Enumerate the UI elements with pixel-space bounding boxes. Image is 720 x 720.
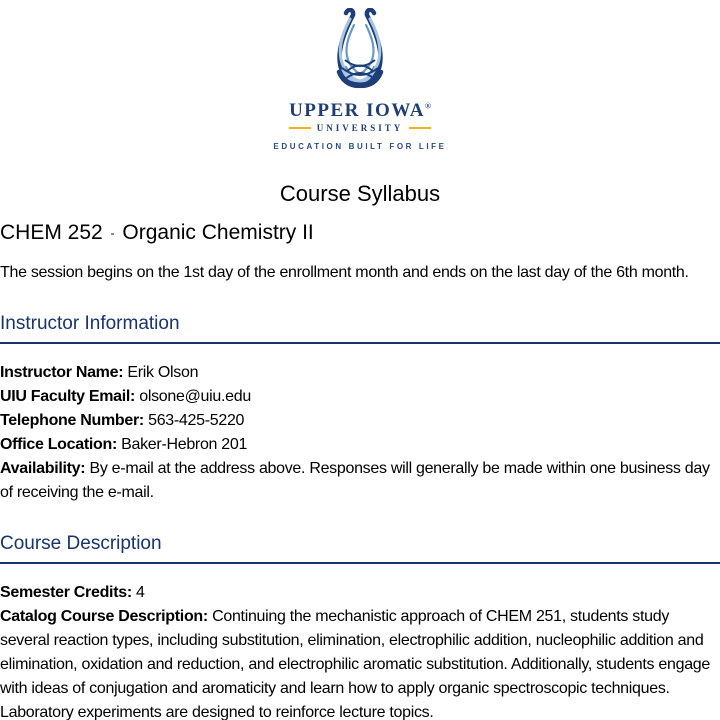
field-value: Continuing the mechanistic approach of CHEM 251, students study several reaction types, including substitution, elimination, electrophilic addition, nucleophilic addition and elimination, oxidation and reduction, and electrophilic aromatic substitution. Additionally, students engage with ideas of conjugation and aromaticity and learn how to apply organic spectroscopic techniques. Laboratory experiments are designed to reinforce lecture topics.: [0, 608, 710, 720]
field-value: Erik Olson: [127, 364, 199, 381]
course-separator: -: [110, 226, 115, 240]
field-catalog-course-description: [0, 605, 720, 720]
field-label: Office Location:: [0, 436, 117, 453]
field-value: 4: [136, 584, 145, 601]
field-label: Instructor Name:: [0, 364, 124, 381]
course-code: CHEM 252: [0, 221, 103, 244]
course-name: Organic Chemistry II: [122, 221, 314, 244]
field-semester-credits: [0, 581, 720, 605]
field-value: olsone@uiu.edu: [139, 388, 251, 405]
field-office-location: [0, 433, 720, 457]
section-heading-course-description: Course Description: [0, 533, 720, 564]
logo-university-row: [289, 123, 432, 133]
peacock-u-logo-icon: [319, 8, 401, 96]
logo-institution-name: [289, 100, 431, 122]
field-value: 563-425-5220: [148, 412, 245, 429]
university-logo: [0, 0, 720, 151]
logo-tagline: EDUCATION BUILT FOR LIFE: [273, 142, 447, 151]
registered-trademark-icon: ®: [424, 101, 431, 111]
field-label: Telephone Number:: [0, 412, 144, 429]
gold-dash-right: [409, 127, 431, 129]
page-title: Course Syllabus: [279, 181, 441, 206]
field-label: Availability:: [0, 460, 86, 477]
session-note: The session begins on the 1st day of the enrollment month and ends on the last day of the 6th month.: [0, 264, 689, 281]
field-label: Semester Credits:: [0, 584, 132, 601]
field-instructor-name: [0, 361, 720, 385]
gold-dash-left: [289, 127, 311, 129]
course-heading: [0, 221, 720, 245]
field-label: Catalog Course Description:: [0, 608, 208, 625]
field-label: UIU Faculty Email:: [0, 388, 136, 405]
field-availability: [0, 457, 720, 505]
field-value: Baker-Hebron 201: [121, 436, 248, 453]
field-telephone-number: [0, 409, 720, 433]
logo-institution-text: UPPER IOWA: [289, 100, 425, 121]
field-value: By e-mail at the address above. Responses will generally be made within one business day of receiving the e-mail.: [0, 460, 710, 501]
section-heading-instructor-information: Instructor Information: [0, 313, 720, 344]
logo-university-text: UNIVERSITY: [316, 123, 404, 133]
field-faculty-email: [0, 385, 720, 409]
